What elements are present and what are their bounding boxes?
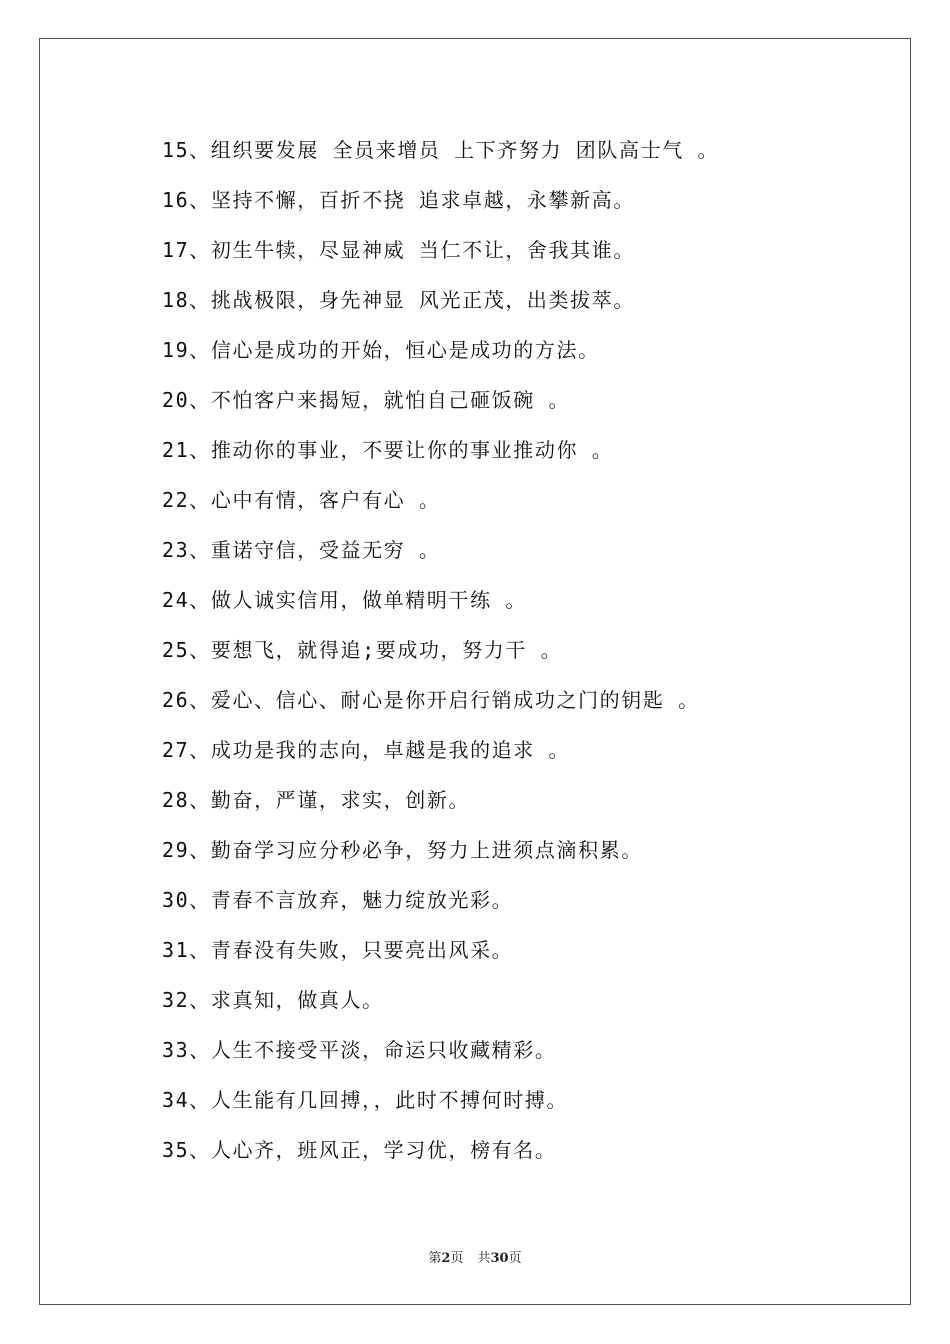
- list-item: 23、重诺守信，受益无穷 。: [162, 538, 441, 562]
- page-number: 2: [441, 1251, 451, 1266]
- list-item: 31、青春没有失败，只要亮出风采。: [162, 938, 514, 962]
- list-item: 25、要想飞，就得追;要成功，努力干 。: [162, 638, 563, 662]
- list-item: 20、不怕客户来揭短，就怕自己砸饭碗 。: [162, 388, 571, 412]
- list-item: 35、人心齐，班风正，学习优，榜有名。: [162, 1138, 557, 1162]
- list-item: 32、求真知，做真人。: [162, 988, 384, 1012]
- list-item: 27、成功是我的志向，卓越是我的追求 。: [162, 738, 571, 762]
- list-item: 22、心中有情，客户有心 。: [162, 488, 441, 512]
- slogan-list: [162, 132, 882, 1182]
- list-item: 26、爱心、信心、耐心是你开启行销成功之门的钥匙 。: [162, 688, 700, 712]
- total-suffix: 页: [508, 1251, 522, 1266]
- list-item: 24、做人诚实信用，做单精明干练 。: [162, 588, 527, 612]
- list-item: 19、信心是成功的开始，恒心是成功的方法。: [162, 338, 600, 362]
- page-footer: [0, 1247, 950, 1266]
- list-item: 28、勤奋，严谨，求实，创新。: [162, 788, 471, 812]
- list-item: 29、勤奋学习应分秒必争，努力上进须点滴积累。: [162, 838, 643, 862]
- list-item: 30、青春不言放弃，魅力绽放光彩。: [162, 888, 514, 912]
- list-item: 15、组织要发展 全员来增员 上下齐努力 团队高士气 。: [162, 138, 720, 162]
- page-prefix: 第: [428, 1251, 442, 1266]
- total-pages: 30: [490, 1251, 509, 1266]
- page-suffix: 页: [450, 1251, 464, 1266]
- list-item: 34、人生能有几回搏，，此时不搏何时搏。: [162, 1088, 569, 1112]
- total-prefix: 共: [477, 1251, 491, 1266]
- list-item: 16、坚持不懈，百折不挠 追求卓越，永攀新高。: [162, 188, 635, 212]
- list-item: 17、初生牛犊，尽显神威 当仁不让，舍我其谁。: [162, 238, 635, 262]
- list-item: 18、挑战极限，身先神显 风光正茂，出类拔萃。: [162, 288, 635, 312]
- list-item: 21、推动你的事业，不要让你的事业推动你 。: [162, 438, 614, 462]
- list-item: 33、人生不接受平淡，命运只收藏精彩。: [162, 1038, 557, 1062]
